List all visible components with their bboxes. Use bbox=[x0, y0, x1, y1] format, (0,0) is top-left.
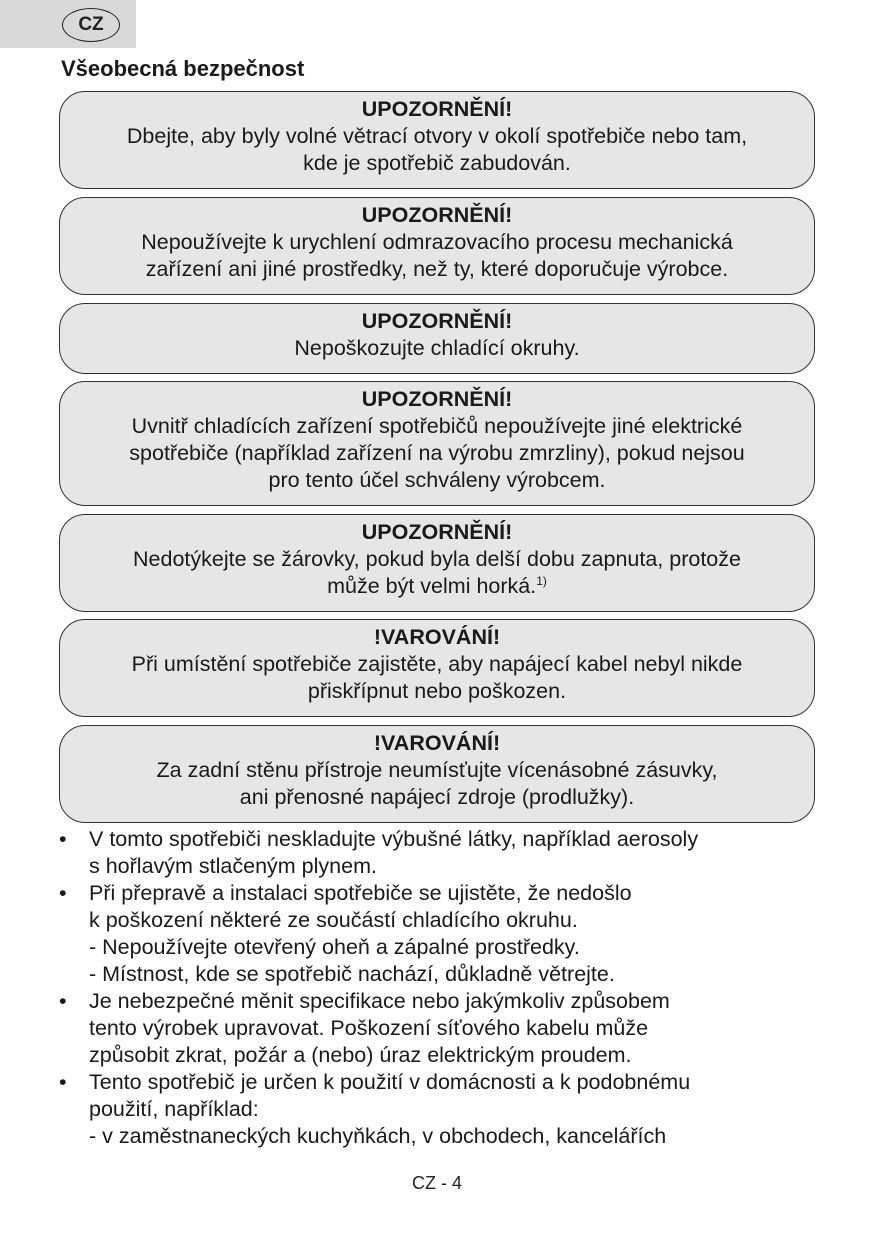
warning-text: Nepoužívejte k urychlení odmrazovacího procesu mechanická zařízení ani jiné prostředky, než ty, které doporučuje výrobce. bbox=[141, 230, 733, 281]
section-title: Všeobecná bezpečnost bbox=[61, 56, 305, 81]
language-badge: CZ bbox=[62, 8, 120, 42]
warning-text: Při umístění spotřebiče zajistěte, aby napájecí kabel nebyl nikde přiskřípnut nebo poškozen. bbox=[131, 652, 743, 703]
bullet-icon: • bbox=[59, 989, 67, 1013]
page-number: CZ - 4 bbox=[411, 1173, 462, 1193]
warning-box-1 bbox=[59, 91, 815, 189]
list-item-line: Tento spotřebič je určen k použití v domácnosti a k podobnému bbox=[89, 1070, 691, 1094]
footnote-marker: 1) bbox=[536, 574, 547, 588]
list-item bbox=[59, 826, 819, 880]
warning-title: UPOZORNĚNÍ! bbox=[361, 520, 513, 544]
list-item-line: - v zaměstnaneckých kuchyňkách, v obchodech, kancelářích bbox=[89, 1124, 667, 1148]
list-item-line: k poškození některé ze součástí chladícího okruhu. bbox=[89, 908, 578, 932]
list-item-line: Je nebezpečné měnit specifikace nebo jakýmkoliv způsobem bbox=[89, 989, 670, 1013]
warning-title: UPOZORNĚNÍ! bbox=[361, 387, 513, 411]
list-item-line: V tomto spotřebiči neskladujte výbušné látky, například aerosoly bbox=[89, 827, 699, 851]
warning-box-7 bbox=[59, 725, 815, 823]
warning-title: !VAROVÁNÍ! bbox=[373, 731, 501, 755]
list-item-line: s hořlavým stlačeným plynem. bbox=[89, 854, 377, 878]
warning-box-6 bbox=[59, 619, 815, 717]
warning-text: Uvnitř chladících zařízení spotřebičů nepoužívejte jiné elektrické spotřebiče (například zařízení na výrobu zmrzliny), pokud nejsou pro tento účel schváleny výrobcem. bbox=[129, 414, 745, 492]
warning-title: UPOZORNĚNÍ! bbox=[361, 97, 513, 121]
warning-text: Za zadní stěnu přístroje neumísťujte vícenásobné zásuvky, ani přenosné napájecí zdroje (prodlužky). bbox=[156, 758, 718, 809]
list-item-line: způsobit zkrat, požár a (nebo) úraz elektrickým proudem. bbox=[89, 1043, 632, 1067]
bullet-icon: • bbox=[59, 881, 67, 905]
bullet-icon: • bbox=[59, 1070, 67, 1094]
warning-title: !VAROVÁNÍ! bbox=[373, 625, 501, 649]
list-item bbox=[59, 1069, 819, 1150]
language-tab bbox=[0, 0, 136, 48]
warning-text-content: Nedotýkejte se žárovky, pokud byla delší dobu zapnuta, protože může být velmi horká. bbox=[133, 547, 741, 598]
warning-box-2 bbox=[59, 197, 815, 295]
warning-text: Dbejte, aby byly volné větrací otvory v okolí spotřebiče nebo tam, kde je spotřebič zabudován. bbox=[126, 124, 748, 175]
warning-box-3 bbox=[59, 303, 815, 374]
list-item bbox=[59, 988, 819, 1069]
list-item bbox=[59, 880, 819, 988]
list-item-line: - Místnost, kde se spotřebič nachází, důkladně větrejte. bbox=[89, 962, 615, 986]
warning-box-4 bbox=[59, 381, 815, 506]
list-item-line: - Nepoužívejte otevřený oheň a zápalné prostředky. bbox=[89, 935, 580, 959]
safety-bullet-list bbox=[59, 826, 819, 1150]
warning-title: UPOZORNĚNÍ! bbox=[361, 309, 513, 333]
warning-title: UPOZORNĚNÍ! bbox=[361, 203, 513, 227]
list-item-line: použití, například: bbox=[89, 1097, 259, 1121]
bullet-icon: • bbox=[59, 827, 67, 851]
warning-text: Nepoškozujte chladící okruhy. bbox=[294, 336, 580, 360]
list-item-line: Při přepravě a instalaci spotřebiče se ujistěte, že nedošlo bbox=[89, 881, 632, 905]
list-item-line: tento výrobek upravovat. Poškození síťového kabelu může bbox=[89, 1016, 649, 1040]
warning-box-5 bbox=[59, 514, 815, 612]
warning-text bbox=[74, 546, 800, 600]
